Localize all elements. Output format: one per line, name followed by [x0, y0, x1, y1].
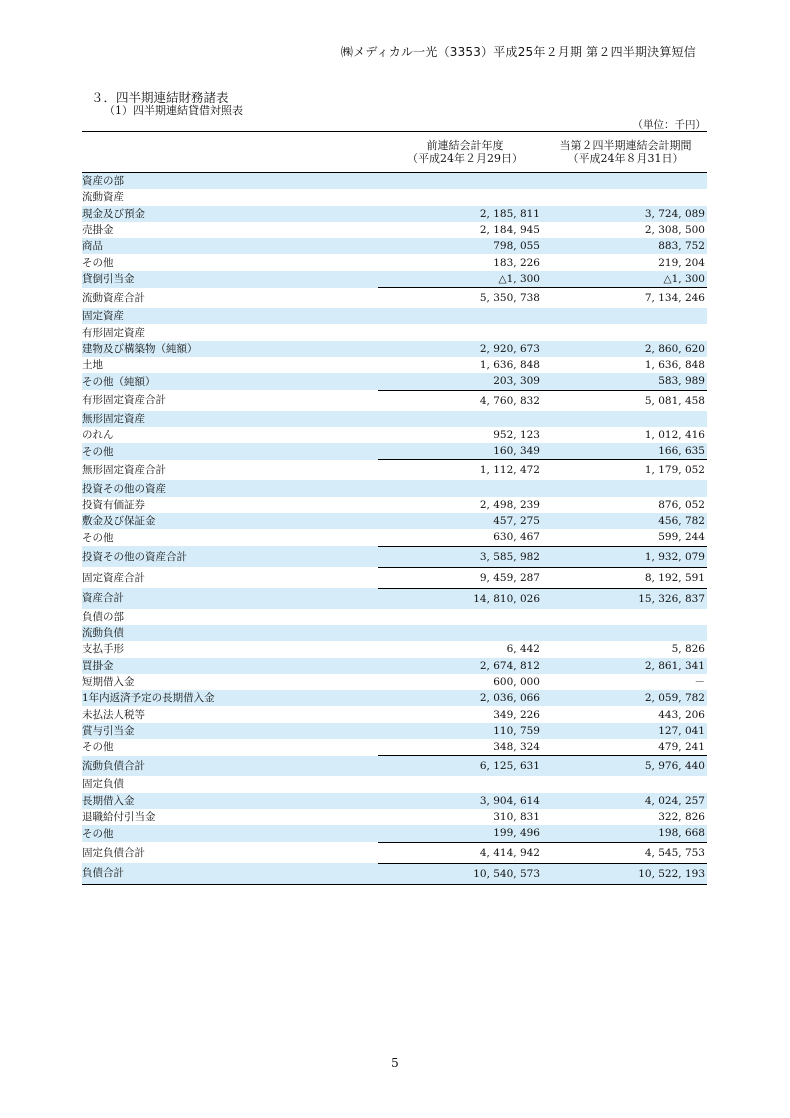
prior-period-value [378, 324, 542, 340]
row-label: 流動資産 [82, 191, 124, 204]
prior-period-value: △1, 300 [378, 271, 542, 288]
current-period-value: 8, 192, 591 [542, 567, 707, 588]
table-row [82, 324, 707, 340]
table-row [82, 809, 707, 825]
prior-period-value: 798, 055 [378, 238, 542, 254]
table-total-row [82, 756, 707, 777]
row-label: 退職給付引当金 [82, 811, 156, 824]
row-label: 固定負債 [82, 778, 124, 791]
row-label: 有形固定資産合計 [82, 394, 166, 407]
table-header-row [82, 132, 707, 173]
table-row [82, 529, 707, 546]
prior-period-value: 1, 112, 472 [378, 460, 542, 481]
current-period-value: 198, 668 [542, 825, 707, 842]
current-period-value: － [694, 675, 705, 688]
current-period-value [542, 189, 707, 205]
document-header: ㈱メディカル一光（3353）平成25年２月期 第２四半期決算短信 [340, 45, 696, 59]
prior-period-value: 5, 350, 738 [378, 288, 542, 309]
prior-period-value: 3, 904, 614 [378, 793, 542, 809]
table-row [82, 625, 707, 641]
row-label: その他（純額） [82, 373, 378, 390]
row-label: 賞与引当金 [82, 723, 378, 739]
current-period-value: 127, 041 [542, 723, 707, 739]
table-total-row [82, 288, 707, 309]
current-period-value [542, 308, 707, 324]
current-period-value: 322, 826 [658, 811, 705, 824]
prior-period-value: 9, 459, 287 [378, 567, 542, 588]
current-period-value: 219, 204 [658, 256, 705, 269]
balance-sheet-table [82, 131, 707, 885]
prior-period-title: 前連結会計年度 [426, 139, 504, 152]
prior-period-value: 2, 185, 811 [378, 206, 542, 222]
row-label: 貸倒引当金 [82, 271, 378, 288]
current-period-value: 883, 752 [542, 238, 707, 254]
table-row [82, 480, 707, 496]
table-title: （1）四半期連結貸借対照表 [104, 104, 243, 117]
prior-period-value: 199, 496 [378, 825, 542, 842]
row-label: 未払法人税等 [82, 708, 145, 721]
row-label: 固定資産 [82, 308, 378, 324]
prior-period-value: 2, 498, 239 [479, 498, 540, 511]
table-row [82, 373, 707, 390]
table-total-row [82, 842, 707, 863]
current-period-value: 2, 860, 620 [542, 341, 707, 357]
current-period-value: 583, 989 [542, 373, 707, 390]
current-period-value: 3, 724, 089 [542, 206, 707, 222]
current-period-value: 166, 635 [542, 443, 707, 460]
row-label: 投資その他の資産 [82, 480, 378, 496]
prior-period-value [378, 625, 542, 641]
table-total-row [82, 390, 707, 411]
current-period-value [542, 776, 707, 792]
prior-period-value: 630, 467 [493, 531, 540, 544]
page-number: 5 [391, 1056, 399, 1070]
label-column-header [82, 132, 378, 173]
row-label: 流動負債合計 [82, 756, 378, 777]
table-total-row [82, 460, 707, 481]
current-period-column-header [542, 132, 707, 173]
current-period-value: 876, 052 [658, 498, 705, 511]
current-period-value: 5, 081, 458 [542, 390, 707, 411]
prior-period-value: 183, 226 [493, 256, 540, 269]
row-label: 流動負債 [82, 625, 378, 641]
prior-period-value: 10, 540, 573 [378, 863, 542, 884]
prior-period-value [378, 189, 542, 205]
current-period-value: 4, 024, 257 [542, 793, 707, 809]
table-row [82, 271, 707, 288]
prior-period-value: 2, 036, 066 [378, 690, 542, 706]
row-label: 長期借入金 [82, 793, 378, 809]
table-row [82, 308, 707, 324]
prior-period-value: 2, 920, 673 [378, 341, 542, 357]
prior-period-value: 310, 831 [493, 811, 540, 824]
current-period-value: 15, 326, 837 [542, 588, 707, 609]
current-period-value [542, 609, 707, 625]
table-row [82, 222, 707, 238]
row-label: 固定資産合計 [82, 571, 145, 584]
table-total-row [82, 567, 707, 588]
prior-period-value: 3, 585, 982 [378, 546, 542, 567]
table-row [82, 254, 707, 270]
prior-period-value: 348, 324 [493, 741, 540, 754]
current-period-value [542, 411, 707, 427]
row-label: その他 [82, 531, 114, 544]
prior-period-value: 4, 414, 942 [378, 842, 542, 863]
row-label: 有形固定資産 [82, 326, 145, 339]
current-period-value: 2, 059, 782 [542, 690, 707, 706]
row-label: 短期借入金 [82, 675, 135, 688]
row-label: 無形固定資産 [82, 411, 378, 427]
prior-period-value: 4, 760, 832 [378, 390, 542, 411]
prior-period-value: 14, 810, 026 [378, 588, 542, 609]
table-row [82, 443, 707, 460]
current-period-value [542, 480, 707, 496]
current-period-value: 1, 636, 848 [644, 359, 705, 372]
current-period-value: 1, 012, 416 [644, 429, 705, 441]
table-total-row [82, 546, 707, 567]
row-label: 投資その他の資産合計 [82, 546, 378, 567]
prior-period-value [378, 480, 542, 496]
table-row [82, 609, 707, 625]
table-total-row [82, 588, 707, 609]
prior-period-value: 203, 309 [378, 373, 542, 390]
table-row [82, 357, 707, 373]
table-row [82, 658, 707, 674]
prior-period-value: 457, 275 [378, 513, 542, 529]
prior-period-value: 349, 226 [493, 708, 540, 721]
row-label: 敷金及び保証金 [82, 513, 378, 529]
current-period-value: △1, 300 [542, 271, 707, 288]
row-label: 1年内返済予定の長期借入金 [82, 690, 378, 706]
prior-period-value [378, 308, 542, 324]
unit-label: （単位：千円） [632, 119, 706, 131]
current-period-value: 443, 206 [658, 708, 705, 721]
row-label: 建物及び構築物（純額） [82, 341, 378, 357]
prior-period-value: 952, 123 [493, 429, 540, 441]
prior-period-value [378, 609, 542, 625]
row-label: 土地 [82, 359, 103, 372]
prior-period-date: （平成24年２月29日） [407, 152, 523, 165]
prior-period-value: 6, 442 [506, 643, 540, 656]
row-label: 現金及び預金 [82, 206, 378, 222]
prior-period-column-header [378, 132, 542, 173]
table-row [82, 341, 707, 357]
prior-period-value: 160, 349 [378, 443, 542, 460]
current-period-date: （平成24年８月31日） [567, 152, 684, 165]
current-period-value: 10, 522, 193 [542, 863, 707, 884]
row-label: 固定負債合計 [82, 846, 145, 859]
row-label: 無形固定資産合計 [82, 464, 166, 477]
row-label: その他 [82, 825, 378, 842]
table-row [82, 793, 707, 809]
table-row [82, 427, 707, 443]
prior-period-value: 1, 636, 848 [479, 359, 540, 372]
table-row [82, 674, 707, 690]
row-label: 支払手形 [82, 643, 124, 656]
row-label: 買掛金 [82, 658, 378, 674]
row-label: 資産合計 [82, 588, 378, 609]
row-label: 投資有価証券 [82, 498, 145, 511]
current-period-value [542, 625, 707, 641]
prior-period-value: 2, 184, 945 [479, 224, 540, 237]
current-period-value: 5, 826 [671, 643, 705, 656]
row-label: のれん [82, 429, 114, 441]
row-label: その他 [82, 256, 114, 269]
row-label: 売掛金 [82, 224, 114, 237]
current-period-title: 当第２四半期連結会計期間 [559, 139, 692, 152]
table-row [82, 776, 707, 792]
table-row [82, 206, 707, 222]
section-title: ３．四半期連結財務諸表 [91, 90, 229, 105]
current-period-value: 7, 134, 246 [542, 288, 707, 309]
table-row [82, 690, 707, 706]
row-label: その他 [82, 443, 378, 460]
table-row [82, 706, 707, 722]
table-row [82, 411, 707, 427]
current-period-value [542, 324, 707, 340]
table-row [82, 513, 707, 529]
current-period-value: 2, 308, 500 [644, 224, 705, 237]
row-label: 資産の部 [82, 173, 378, 190]
current-period-value: 5, 976, 440 [542, 756, 707, 777]
current-period-value: 1, 932, 079 [542, 546, 707, 567]
current-period-value: 4, 545, 753 [542, 842, 707, 863]
row-label: 負債合計 [82, 863, 378, 884]
row-label: その他 [82, 741, 114, 754]
current-period-value: 1, 179, 052 [542, 460, 707, 481]
current-period-value: 2, 861, 341 [542, 658, 707, 674]
table-row [82, 825, 707, 842]
balance-sheet-body [82, 173, 707, 885]
prior-period-value: 2, 674, 812 [378, 658, 542, 674]
row-label: 流動資産合計 [82, 291, 145, 304]
current-period-value: 599, 244 [658, 531, 705, 544]
prior-period-value [378, 173, 542, 190]
table-row [82, 238, 707, 254]
prior-period-value: 600, 000 [493, 675, 540, 688]
table-row [82, 497, 707, 513]
table-row [82, 173, 707, 190]
prior-period-value [378, 411, 542, 427]
row-label: 商品 [82, 238, 378, 254]
current-period-value: 456, 782 [542, 513, 707, 529]
table-row [82, 723, 707, 739]
current-period-value [542, 173, 707, 190]
current-period-value: 479, 241 [658, 741, 705, 754]
prior-period-value: 110, 759 [378, 723, 542, 739]
table-row [82, 189, 707, 205]
prior-period-value: 6, 125, 631 [378, 756, 542, 777]
table-row [82, 739, 707, 756]
row-label: 負債の部 [82, 610, 124, 623]
table-total-row [82, 863, 707, 884]
table-row [82, 641, 707, 657]
prior-period-value [378, 776, 542, 792]
